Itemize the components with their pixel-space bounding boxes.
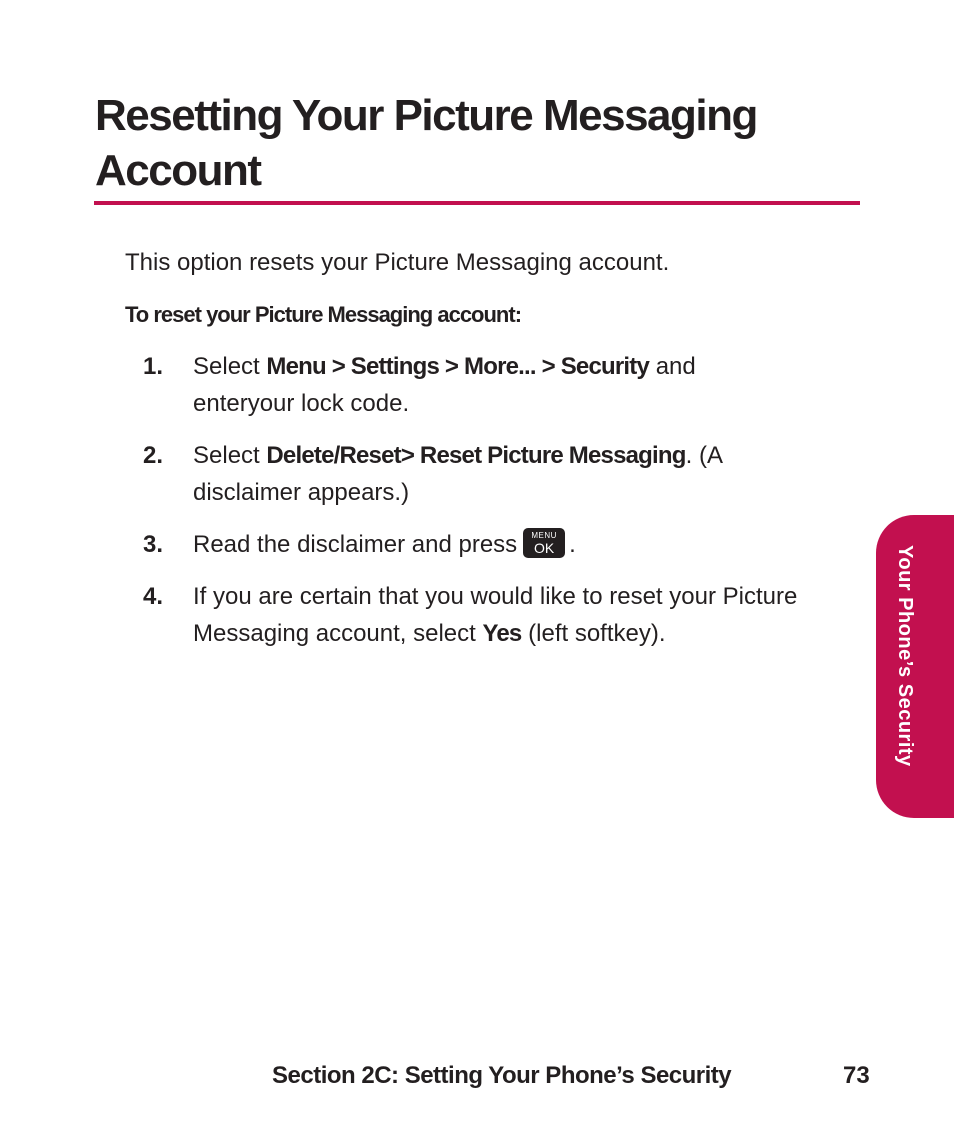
page-number: 73 bbox=[843, 1062, 870, 1089]
step-number: 3. bbox=[143, 531, 164, 558]
softkey-label: Yes bbox=[482, 620, 522, 647]
step-lead: If you are certain that you would like to reset your Picture Messaging account, select bbox=[193, 583, 798, 647]
step-lead: Select bbox=[193, 442, 267, 469]
step-text bbox=[193, 526, 803, 563]
footer-section-title: Section 2C: Setting Your Phone’s Security bbox=[272, 1062, 732, 1089]
step-text bbox=[193, 578, 803, 652]
page-title-line-1: Resetting Your Picture Messaging bbox=[95, 91, 757, 140]
page-title-line-2: Account bbox=[95, 146, 261, 195]
step-1 bbox=[143, 348, 803, 422]
menu-path: Menu > Settings > More... > Security bbox=[266, 353, 650, 380]
step-lead: Select bbox=[193, 353, 267, 380]
procedure-heading: To reset your Picture Messaging account: bbox=[125, 302, 522, 327]
side-tab-label: Your Phone’s Security bbox=[894, 545, 916, 767]
title-divider bbox=[94, 201, 860, 205]
step-2 bbox=[143, 437, 803, 511]
step-tail: . (A disclaimer appears.) bbox=[193, 442, 722, 506]
step-number: 4. bbox=[143, 583, 164, 610]
step-tail: and enteryour lock code. bbox=[193, 353, 696, 417]
step-tail: . bbox=[569, 531, 576, 558]
menu-ok-key-icon bbox=[523, 528, 565, 558]
menu-path: Delete/Reset> Reset Picture Messaging bbox=[266, 442, 686, 469]
step-text bbox=[193, 348, 803, 422]
step-lead: Read the disclaimer and press bbox=[193, 531, 518, 558]
step-4 bbox=[143, 578, 803, 652]
step-3 bbox=[143, 526, 803, 563]
key-bottom-label: OK bbox=[534, 539, 555, 556]
step-number: 2. bbox=[143, 442, 164, 469]
page-title bbox=[95, 88, 855, 198]
intro-paragraph: This option resets your Picture Messaging account. bbox=[125, 249, 670, 276]
key-top-label: MENU bbox=[531, 530, 557, 540]
step-number: 1. bbox=[143, 353, 164, 380]
step-text bbox=[193, 437, 803, 511]
step-tail: (left softkey). bbox=[521, 620, 666, 647]
